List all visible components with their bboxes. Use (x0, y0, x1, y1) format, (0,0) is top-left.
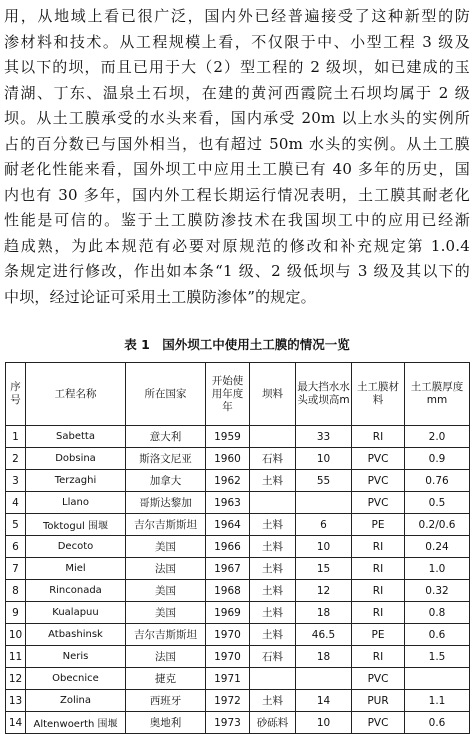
cell-start-year: 1969 (206, 602, 250, 624)
cell-membrane-thickness: 0.6 (405, 712, 470, 734)
cell-membrane-material: PVC (352, 668, 405, 690)
cell-membrane-thickness: 1.0 (405, 558, 470, 580)
cell-project-name: Altenwoerth 围堰 (26, 712, 126, 734)
paragraph-line: 中坝，经过论证可采用土工膜防渗体”的规定。 (4, 287, 316, 306)
cell-country: 吉尔吉斯斯坦 (126, 514, 206, 536)
table-row (6, 558, 470, 580)
cell-dam-material: 土料 (250, 602, 296, 624)
cell-start-year: 1962 (206, 470, 250, 492)
cell-max-head (296, 492, 352, 514)
col-header-start-year: 开始使用年度年 (206, 363, 250, 426)
col-header-dam-material: 坝料 (250, 363, 296, 426)
cell-membrane-thickness: 0.2/0.6 (405, 514, 470, 536)
cell-project-name: Obecnice (26, 668, 126, 690)
cell-dam-material: 石料 (250, 646, 296, 668)
cell-index: 5 (6, 514, 26, 536)
cell-max-head (296, 668, 352, 690)
cell-membrane-thickness: 0.76 (405, 470, 470, 492)
cell-start-year: 1966 (206, 536, 250, 558)
col-header-max-head: 最大挡水水头或坝高m (296, 363, 352, 426)
data-table (5, 362, 470, 734)
cell-country: 美国 (126, 536, 206, 558)
paragraph-line: 用，从地域上看已很广泛，国内外已经普遍接受了这种新型的防 (4, 7, 470, 25)
cell-country: 斯洛文尼亚 (126, 448, 206, 470)
cell-max-head: 55 (296, 470, 352, 492)
cell-index: 13 (6, 690, 26, 712)
paragraph-line: 性能是可信的。鉴于土工膜防渗技术在我国坝工中的应用已经渐 (4, 211, 470, 229)
cell-index: 8 (6, 580, 26, 602)
cell-dam-material: 土料 (250, 558, 296, 580)
cell-country: 法国 (126, 558, 206, 580)
cell-max-head: 33 (296, 426, 352, 448)
table-row (6, 668, 470, 690)
col-header-index: 序号 (6, 363, 26, 426)
cell-dam-material: 土料 (250, 470, 296, 492)
col-header-membrane-material: 土工膜材料 (352, 363, 405, 426)
cell-max-head: 14 (296, 690, 352, 712)
cell-project-name: Zolina (26, 690, 126, 712)
table-row (6, 646, 470, 668)
cell-start-year: 1970 (206, 624, 250, 646)
cell-membrane-material: RI (352, 646, 405, 668)
cell-membrane-thickness: 0.8 (405, 602, 470, 624)
cell-country: 美国 (126, 580, 206, 602)
cell-country: 意大利 (126, 426, 206, 448)
cell-project-name: Miel (26, 558, 126, 580)
cell-max-head: 18 (296, 602, 352, 624)
cell-project-name: Decoto (26, 536, 126, 558)
cell-membrane-thickness: 0.5 (405, 492, 470, 514)
table-row (6, 580, 470, 602)
cell-dam-material: 土料 (250, 536, 296, 558)
paragraph-line: 耐老化性能来看，国外坝工中应用土工膜已有 40 多年的历史，国 (4, 160, 470, 178)
table-number: 表 1 (124, 337, 150, 352)
paragraph-line: 趋成熟，为此本规范有必要对原规范的修改和补充规定第 1.0.4 (4, 236, 470, 255)
cell-membrane-material: RI (352, 558, 405, 580)
cell-membrane-thickness: 0.6 (405, 624, 470, 646)
cell-start-year: 1960 (206, 448, 250, 470)
cell-index: 11 (6, 646, 26, 668)
table-row (6, 712, 470, 734)
cell-start-year: 1971 (206, 668, 250, 690)
cell-project-name: Neris (26, 646, 126, 668)
cell-dam-material (250, 426, 296, 448)
cell-membrane-material: RI (352, 580, 405, 602)
paragraph-line: 渗材料和技术。从工程规模上看，不仅限于中、小型工程 3 级及 (4, 32, 470, 51)
cell-start-year: 1963 (206, 492, 250, 514)
cell-dam-material: 石料 (250, 448, 296, 470)
cell-project-name: Toktogul 围堰 (26, 514, 126, 536)
table-row (6, 492, 470, 514)
cell-start-year: 1968 (206, 580, 250, 602)
cell-project-name: Sabetta (26, 426, 126, 448)
cell-country: 西班牙 (126, 690, 206, 712)
paragraph-line: 占的百分数已与国外相当，也有超过 50m 水头的实例。从土工膜 (4, 134, 470, 153)
cell-project-name: Rinconada (26, 580, 126, 602)
cell-country: 奥地利 (126, 712, 206, 734)
cell-max-head: 10 (296, 712, 352, 734)
table-row (6, 624, 470, 646)
cell-start-year: 1972 (206, 690, 250, 712)
cell-membrane-thickness: 1.5 (405, 646, 470, 668)
cell-project-name: Dobsina (26, 448, 126, 470)
table-row (6, 470, 470, 492)
cell-dam-material (250, 492, 296, 514)
cell-max-head: 46.5 (296, 624, 352, 646)
cell-membrane-material: RI (352, 536, 405, 558)
cell-start-year: 1973 (206, 712, 250, 734)
cell-start-year: 1959 (206, 426, 250, 448)
cell-index: 9 (6, 602, 26, 624)
paragraph-line: 其以下的坝，而且已用于大（2）型工程的 2 级坝，如已建成的玉 (4, 58, 470, 76)
cell-project-name: Llano (26, 492, 126, 514)
cell-membrane-thickness: 0.9 (405, 448, 470, 470)
cell-membrane-material: PUR (352, 690, 405, 712)
cell-index: 10 (6, 624, 26, 646)
table-header-row (6, 363, 470, 426)
cell-country: 吉尔吉斯斯坦 (126, 624, 206, 646)
cell-dam-material: 土料 (250, 690, 296, 712)
cell-dam-material (250, 668, 296, 690)
cell-membrane-thickness: 2.0 (405, 426, 470, 448)
col-header-country: 所在国家 (126, 363, 206, 426)
cell-membrane-material: PE (352, 624, 405, 646)
cell-membrane-thickness: 0.32 (405, 580, 470, 602)
cell-membrane-thickness (405, 668, 470, 690)
cell-max-head: 15 (296, 558, 352, 580)
cell-membrane-material: PVC (352, 470, 405, 492)
cell-dam-material: 土料 (250, 624, 296, 646)
cell-index: 7 (6, 558, 26, 580)
table-row (6, 514, 470, 536)
cell-membrane-material: PVC (352, 712, 405, 734)
table-title: 国外坝工中使用土工膜的情况一览 (162, 337, 350, 352)
cell-membrane-material: PVC (352, 492, 405, 514)
table-row (6, 602, 470, 624)
paragraph-line: 坝。从土工膜承受的水头来看，国内承受 20m 以上水头的实例所 (4, 109, 470, 127)
cell-project-name: Atbashinsk (26, 624, 126, 646)
cell-max-head: 10 (296, 448, 352, 470)
col-header-project-name: 工程名称 (26, 363, 126, 426)
cell-index: 3 (6, 470, 26, 492)
cell-index: 14 (6, 712, 26, 734)
cell-index: 6 (6, 536, 26, 558)
table-body (6, 426, 470, 734)
paragraph-line: 内也有 30 多年，国内外工程长期运行情况表明，土工膜其耐老化 (4, 185, 470, 204)
cell-membrane-material: PE (352, 514, 405, 536)
paragraph-line: 清湖、丁东、温泉土石坝，在建的黄河西霞院土石坝均属于 2 级 (4, 83, 470, 102)
cell-project-name: Terzaghi (26, 470, 126, 492)
cell-index: 12 (6, 668, 26, 690)
cell-max-head: 12 (296, 580, 352, 602)
table-caption (0, 335, 474, 353)
cell-membrane-material: RI (352, 602, 405, 624)
cell-country: 美国 (126, 602, 206, 624)
cell-start-year: 1964 (206, 514, 250, 536)
cell-membrane-thickness: 1.1 (405, 690, 470, 712)
table-row (6, 426, 470, 448)
cell-dam-material: 土料 (250, 514, 296, 536)
cell-membrane-material: PVC (352, 448, 405, 470)
table-row (6, 536, 470, 558)
table-row (6, 448, 470, 470)
cell-index: 2 (6, 448, 26, 470)
paragraph-line: 条规定进行修改，作出如本条“1 级、2 级低坝与 3 级及其以下的 (4, 262, 470, 280)
cell-country: 捷克 (126, 668, 206, 690)
cell-start-year: 1967 (206, 558, 250, 580)
cell-dam-material: 土料 (250, 580, 296, 602)
cell-country: 哥斯达黎加 (126, 492, 206, 514)
cell-dam-material: 砂砾料 (250, 712, 296, 734)
table-row (6, 690, 470, 712)
col-header-membrane-thickness: 土工膜厚度mm (405, 363, 470, 426)
cell-project-name: Kualapuu (26, 602, 126, 624)
cell-start-year: 1970 (206, 646, 250, 668)
body-paragraph (4, 4, 470, 310)
cell-max-head: 18 (296, 646, 352, 668)
cell-max-head: 10 (296, 536, 352, 558)
cell-index: 4 (6, 492, 26, 514)
cell-country: 加拿大 (126, 470, 206, 492)
cell-index: 1 (6, 426, 26, 448)
cell-country: 法国 (126, 646, 206, 668)
cell-max-head: 6 (296, 514, 352, 536)
cell-membrane-material: RI (352, 426, 405, 448)
cell-membrane-thickness: 0.24 (405, 536, 470, 558)
